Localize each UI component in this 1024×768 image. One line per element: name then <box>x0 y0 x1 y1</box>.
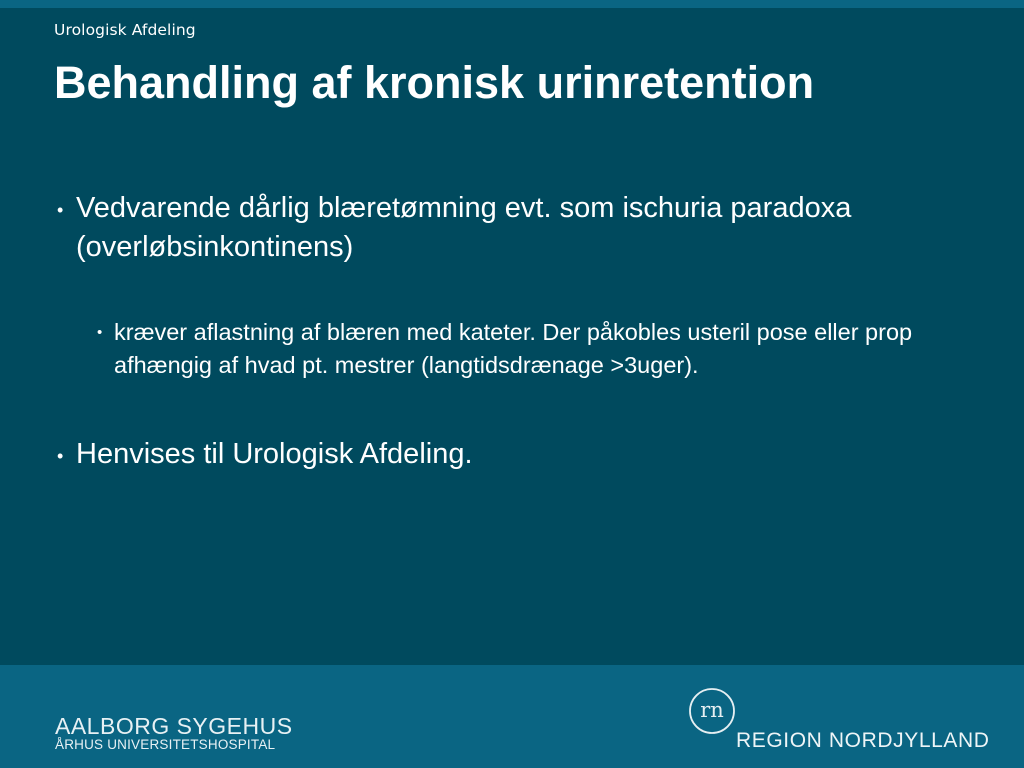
footer-band <box>0 665 1024 768</box>
region-nordjylland-logo-name: REGION NORDJYLLAND <box>736 729 990 752</box>
department-label: Urologisk Afdeling <box>54 21 196 39</box>
aalborg-sygehus-logo-name: AALBORG SYGEHUS <box>55 713 293 739</box>
top-accent-strip <box>0 0 1024 8</box>
slide-title: Behandling af kronisk urinretention <box>54 57 815 108</box>
sub-bullet-text: kræver aflastning af blæren med kateter. Der påkobles usteril pose eller prop afhængig af hvad pt. mestrer (langtidsdrænage >3uger). <box>114 319 913 378</box>
bullet-text: Henvises til Urologisk Afdeling. <box>76 438 473 470</box>
rn-monogram-icon <box>688 687 736 735</box>
aalborg-sygehus-logo-subtitle: ÅRHUS UNIVERSITETSHOSPITAL <box>55 737 276 752</box>
bullet-dot-icon: • <box>57 200 64 220</box>
bullet-dot-icon: • <box>57 446 64 466</box>
bullet-dot-icon: • <box>97 324 103 341</box>
bullet-text: Vedvarende dårlig blæretømning evt. som ischuria paradoxa (overløbsinkontinens) <box>76 192 852 263</box>
svg-text:rn: rn <box>700 698 724 722</box>
